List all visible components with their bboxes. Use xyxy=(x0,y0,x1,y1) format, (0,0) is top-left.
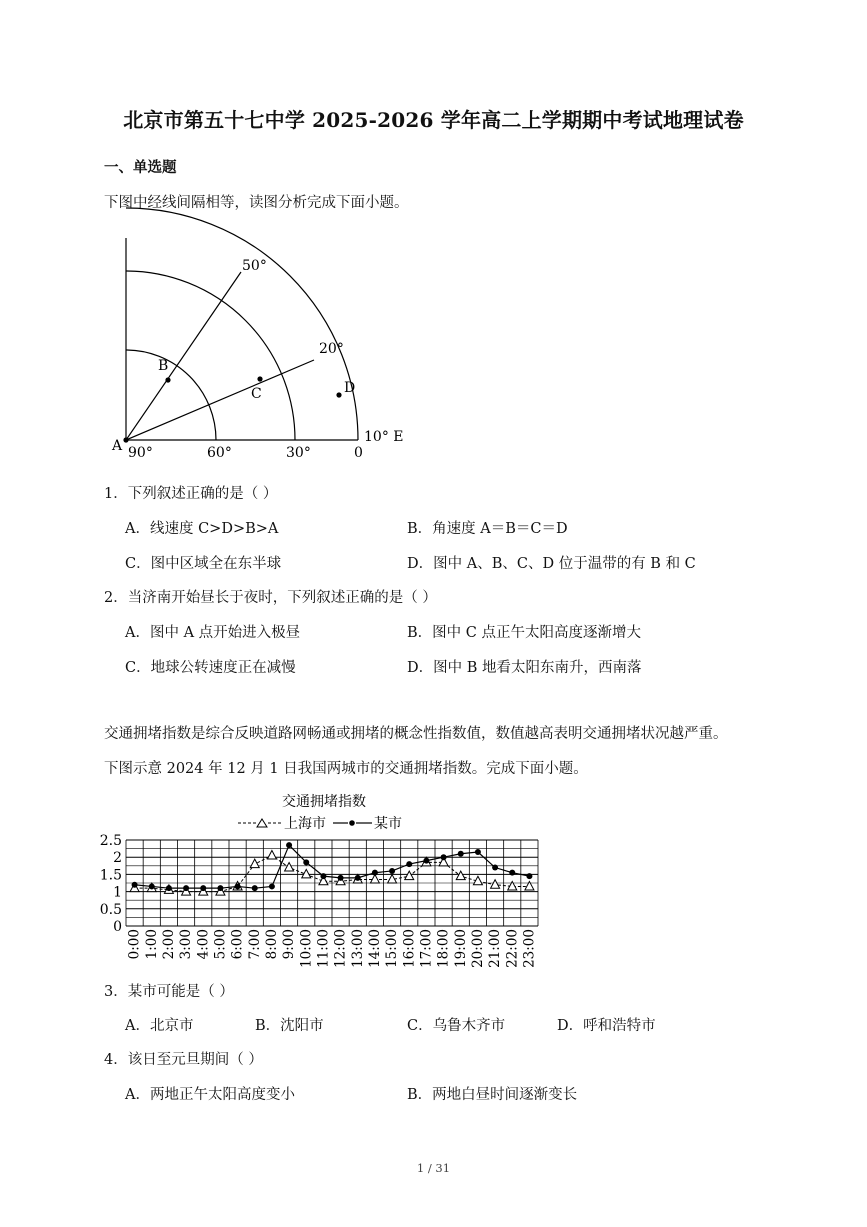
x-tick-label: 20:00 xyxy=(469,929,486,968)
x-tick-label: 6:00 xyxy=(229,929,246,960)
x-tick-label: 7:00 xyxy=(246,929,263,960)
x-tick-label: 18:00 xyxy=(435,929,452,968)
lat-label-0: 0 xyxy=(354,445,363,461)
shanghai-point xyxy=(405,871,414,880)
lon-label-10e: 10° E xyxy=(364,429,404,445)
q2-option-c[interactable]: C．地球公转速度正在减慢 xyxy=(125,660,296,676)
x-tick-label: 3:00 xyxy=(178,929,195,960)
meridian-20 xyxy=(126,360,314,440)
city-point xyxy=(303,859,309,865)
legend-shanghai: 上海市 xyxy=(284,816,326,832)
city-point xyxy=(286,842,292,848)
x-tick-label: 0:00 xyxy=(126,929,143,960)
shanghai-point xyxy=(250,859,259,868)
q1-option-a[interactable]: A．线速度 C>D>B>A xyxy=(125,521,279,537)
legend-triangle-marker xyxy=(257,819,267,827)
chart-title: 交通拥堵指数 xyxy=(282,794,366,810)
x-tick-label: 13:00 xyxy=(349,929,366,968)
city-point xyxy=(183,885,189,891)
city-point xyxy=(166,885,172,891)
city-point xyxy=(355,875,361,881)
q3-option-c[interactable]: C．乌鲁木齐市 xyxy=(407,1018,506,1034)
lon-label-20: 20° xyxy=(319,341,344,357)
y-tick-label: 2.5 xyxy=(99,833,122,849)
q2-stem: 2．当济南开始昼长于夜时，下列叙述正确的是（ ） xyxy=(104,590,437,606)
q3-option-b[interactable]: B．沈阳市 xyxy=(255,1018,324,1034)
city-point xyxy=(235,883,241,889)
page-number: 1 / 31 xyxy=(416,1161,451,1175)
x-tick-label: 15:00 xyxy=(384,929,401,968)
city-point xyxy=(526,873,532,879)
city-point xyxy=(406,861,412,867)
q4-stem: 4．该日至元旦期间（ ） xyxy=(104,1052,263,1068)
x-tick-label: 1:00 xyxy=(143,929,160,960)
x-tick-label: 8:00 xyxy=(263,929,280,960)
shanghai-point xyxy=(267,850,276,859)
city-point xyxy=(423,858,429,864)
x-tick-label: 14:00 xyxy=(366,929,383,968)
q3-option-d[interactable]: D．呼和浩特市 xyxy=(557,1018,656,1034)
city-point xyxy=(458,851,464,857)
meridian-50 xyxy=(126,272,241,440)
x-tick-label: 17:00 xyxy=(418,929,435,968)
city-point xyxy=(372,870,378,876)
city-point xyxy=(320,873,326,879)
city-point xyxy=(389,868,395,874)
city-point xyxy=(149,883,155,889)
x-tick-label: 11:00 xyxy=(315,929,332,968)
q1-option-d[interactable]: D．图中 A、B、C、D 位于温带的有 B 和 C xyxy=(407,556,696,572)
section-heading: 一、单选题 xyxy=(104,159,177,176)
city-point xyxy=(200,885,206,891)
x-tick-label: 23:00 xyxy=(521,929,538,968)
point-label-c: C xyxy=(251,386,262,402)
group2-intro-line1: 交通拥堵指数是综合反映道路网畅通或拥堵的概念性指数值，数值越高表明交通拥堵状况越严重。 xyxy=(104,726,728,742)
y-tick-label: 0.5 xyxy=(99,901,122,918)
q1-option-b[interactable]: B．角速度 A＝B＝C＝D xyxy=(407,521,568,537)
city-point xyxy=(338,875,344,881)
point-label-b: B xyxy=(158,358,169,374)
city-point xyxy=(509,870,515,876)
city-point xyxy=(492,865,498,871)
x-tick-label: 2:00 xyxy=(160,929,177,960)
group1-intro: 下图中经线间隔相等，读图分析完成下面小题。 xyxy=(104,195,409,211)
point-label-a: A xyxy=(112,438,123,454)
x-tick-label: 16:00 xyxy=(401,929,418,968)
q1-option-c[interactable]: C．图中区域全在东半球 xyxy=(125,556,282,572)
shanghai-point xyxy=(491,880,500,889)
city-point xyxy=(441,854,447,860)
y-tick-label: 2 xyxy=(113,850,122,867)
point-a-dot xyxy=(123,437,128,442)
lon-label-50: 50° xyxy=(242,258,267,274)
lat-label-90: 90° xyxy=(128,445,153,461)
y-tick-label: 0 xyxy=(113,919,122,935)
x-tick-label: 12:00 xyxy=(332,929,349,968)
x-tick-label: 9:00 xyxy=(281,929,298,960)
traffic-congestion-chart xyxy=(0,780,867,980)
point-d-dot xyxy=(336,392,341,397)
city-point xyxy=(475,849,481,855)
lat-label-30: 30° xyxy=(286,445,311,461)
q4-option-a[interactable]: A．两地正午太阳高度变小 xyxy=(125,1087,295,1103)
shanghai-point xyxy=(370,875,379,884)
x-tick-label: 4:00 xyxy=(195,929,212,960)
q3-stem: 3．某市可能是（ ） xyxy=(104,984,234,1000)
city-point xyxy=(252,885,258,891)
x-tick-label: 10:00 xyxy=(298,929,315,968)
q2-option-d[interactable]: D．图中 B 地看太阳东南升，西南落 xyxy=(407,660,642,676)
parallel-arc-0 xyxy=(126,208,358,440)
lat-label-60: 60° xyxy=(207,445,232,461)
y-tick-label: 1.5 xyxy=(99,867,122,884)
q2-option-a[interactable]: A．图中 A 点开始进入极昼 xyxy=(125,625,301,641)
city-point xyxy=(269,883,275,889)
parallel-arc-60 xyxy=(126,350,216,440)
x-tick-label: 19:00 xyxy=(452,929,469,968)
point-c-dot xyxy=(257,376,262,381)
parallel-arc-30 xyxy=(126,271,295,440)
shanghai-point xyxy=(285,863,294,872)
chart-legend xyxy=(238,815,402,832)
city-point xyxy=(132,882,138,888)
legend-dot-marker xyxy=(349,820,355,826)
x-tick-label: 5:00 xyxy=(212,929,229,960)
point-b-dot xyxy=(165,377,170,382)
q1-stem: 1．下列叙述正确的是（ ） xyxy=(104,486,278,502)
city-point xyxy=(217,885,223,891)
point-label-d: D xyxy=(344,380,356,396)
page-title: 北京市第五十七中学 2025-2026 学年高二上学期期中考试地理试卷 xyxy=(123,108,744,132)
y-tick-label: 1 xyxy=(113,884,122,901)
q2-option-b[interactable]: B．图中 C 点正午太阳高度逐渐增大 xyxy=(407,625,641,641)
legend-city: 某市 xyxy=(374,816,402,832)
shanghai-point xyxy=(456,871,465,880)
group2-intro-line2: 下图示意 2024 年 12 月 1 日我国两城市的交通拥堵指数。完成下面小题。 xyxy=(104,761,588,777)
x-tick-label: 21:00 xyxy=(487,929,504,968)
x-tick-label: 22:00 xyxy=(504,929,521,968)
q3-option-a[interactable]: A．北京市 xyxy=(125,1018,194,1034)
q4-option-b[interactable]: B．两地白昼时间逐渐变长 xyxy=(407,1087,578,1103)
